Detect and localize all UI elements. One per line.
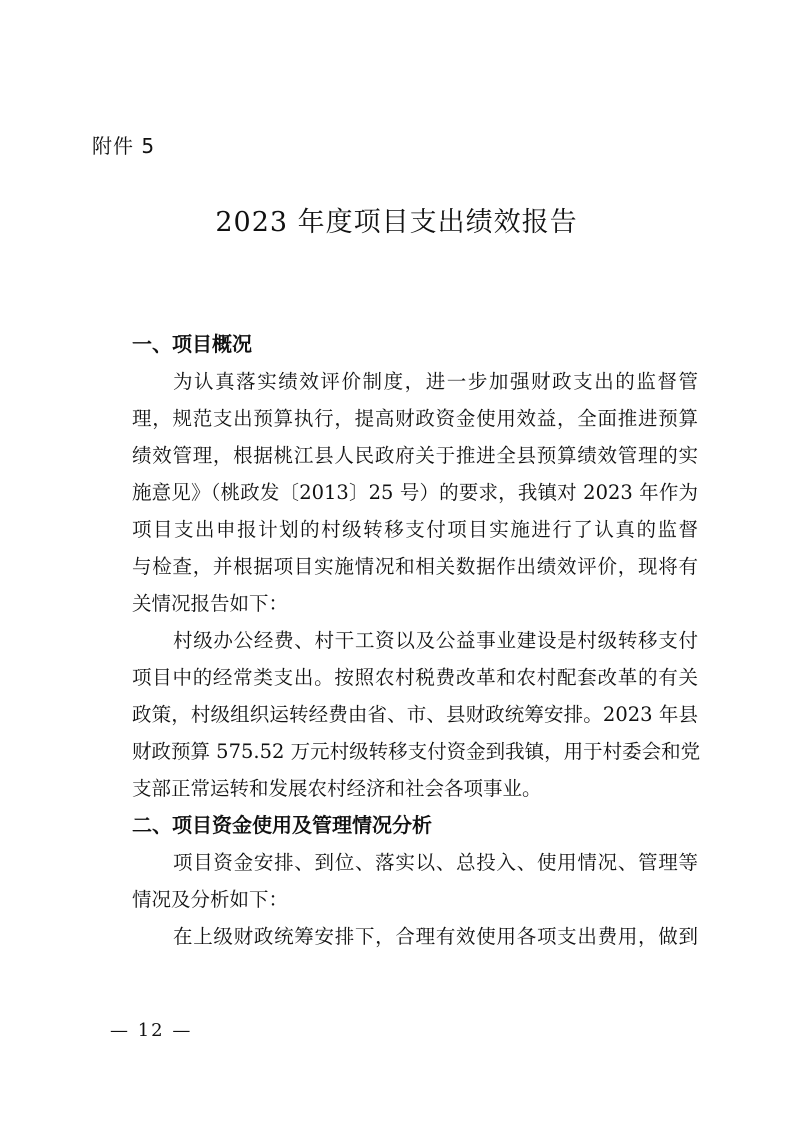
text-line: 理，规范支出预算执行，提高财政资金使用效益，全面推进预算 [131,407,698,430]
text-line: 政策，村级组织运转经费由省、市、县财政统筹安排。2023 年县 [131,703,698,726]
text-line: 绩效管理，根据桃江县人民政府关于推进全县预算绩效管理的实 [131,444,698,467]
section-heading-2: 二、项目资金使用及管理情况分析 [132,813,432,837]
text-line: 情况及分析如下： [131,888,288,911]
page-title: 2023 年度项目支出绩效报告 [215,207,578,238]
paragraph [92,622,701,807]
attachment-label: 附件 5 [92,134,156,158]
text-line: 项目支出申报计划的村级转移支付项目实施进行了认真的监督 [131,518,698,541]
paragraph [92,844,698,918]
text-line: 施意见》（桃政发〔2013〕25 号）的要求，我镇对 2023 年作为 [131,481,698,504]
text-line: 在上级财政统筹安排下，合理有效使用各项支出费用，做到 [172,925,698,948]
document-body [92,326,701,955]
text-line: 与检查，并根据项目实施情况和相关数据作出绩效评价，现将有 [131,555,698,578]
text-line: 村级办公经费、村干工资以及公益事业建设是村级转移支付 [172,629,698,652]
text-line: 为认真落实绩效评价制度，进一步加强财政支出的监督管 [172,370,698,393]
text-line: 财政预算 575.52 万元村级转移支付资金到我镇，用于村委会和党 [131,740,701,763]
page-number: — 12 — [110,1020,193,1041]
text-line: 支部正常运转和发展农村经济和社会各项事业。 [131,777,542,800]
text-line: 项目中的经常类支出。按照农村税费改革和农村配套改革的有关 [131,666,698,689]
text-line: 项目资金安排、到位、落实以、总投入、使用情况、管理等 [172,851,698,874]
text-line: 关情况报告如下： [131,592,288,615]
paragraph [92,363,698,622]
section-heading-1: 一、项目概况 [132,332,252,356]
paragraph [92,918,698,955]
